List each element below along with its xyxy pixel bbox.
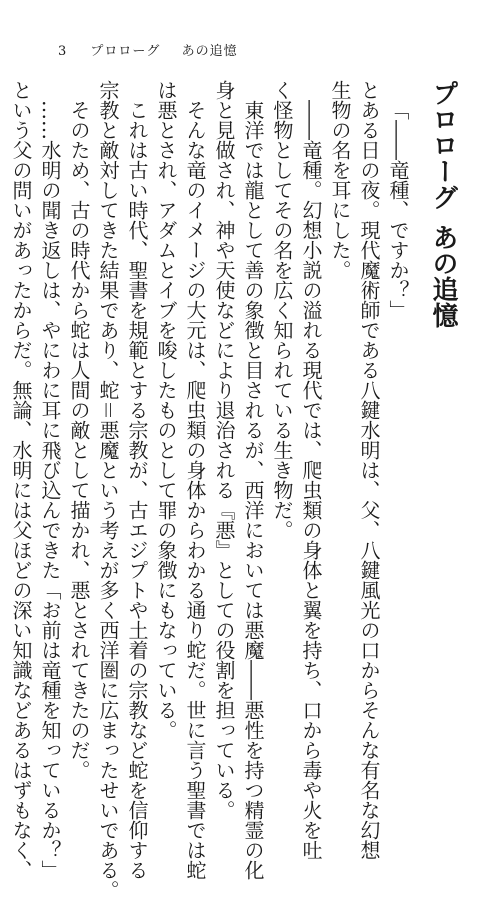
paragraph-line: そのため、古の時代から蛇は人間の敵として描かれ、悪とされてきたのだ。 [67, 100, 91, 780]
paragraph-line: という父の問いがあったからだ。無論、水明には父ほどの深い知識などあるはずもなく、 [9, 80, 33, 880]
header-chapter: プロローグ [90, 44, 161, 59]
paragraph-line: く怪物としてその名を広く知られている生き物だ。 [270, 80, 294, 540]
chapter-title [426, 80, 460, 670]
running-header [58, 40, 238, 59]
paragraph-line: は悪とされ、アダムとイブを唆したものとして罪の象徴にもなっている。 [154, 80, 178, 740]
paragraph-line: 身と見做され、神や天使などにより退治される『悪』としての役割を担っている。 [212, 80, 236, 820]
paragraph-line: 生物の名を耳にした。 [328, 80, 352, 280]
paragraph-line: 「――竜種、ですか？」 [386, 100, 410, 320]
header-section: あの追憶 [181, 44, 238, 59]
vertical-text-body [6, 80, 460, 900]
chapter-title-main: プロローグ [428, 80, 458, 210]
paragraph-line: ――竜種。幻想小説の溢れる現代では、爬虫類の身体と翼を持ち、口から毒や火を吐 [299, 100, 323, 860]
paragraph-line: とある日の夜。現代魔術師である八鍵水明は、父、八鍵風光の口からそんな有名な幻想 [357, 80, 381, 860]
page-number: 3 [58, 44, 68, 59]
paragraph-line: そんな竜のイメージの大元は、爬虫類の身体からわかる通り蛇だ。世に言う聖書では蛇 [183, 100, 207, 880]
paragraph-line: 宗教と敵対してきた結果であり、蛇＝悪魔という考えが多く西洋圏に広まったせいである。 [96, 80, 120, 900]
paragraph-line: ……水明の聞き返しは、やにわに耳に飛び込んできた「お前は竜種を知っているか？」 [38, 100, 62, 880]
paragraph-line: 東洋では龍として善の象徴と目されるが、西洋においては悪魔――悪性を持つ精霊の化 [241, 100, 265, 880]
chapter-title-sub: あの追憶 [428, 224, 458, 328]
paragraph-line: これは古い時代、聖書を規範とする宗教が、古エジプトや土着の宗教など蛇を信仰する [125, 100, 149, 880]
